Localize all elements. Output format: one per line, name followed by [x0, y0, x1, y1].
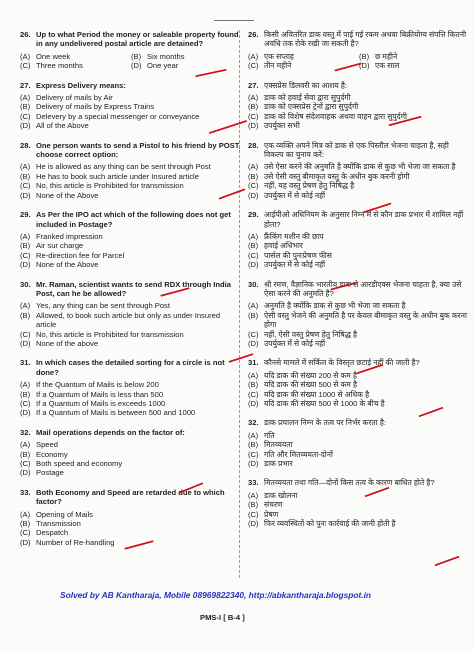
- solver-credit: Solved by AB Kantharaja, Mobile 08969822340, http://abkantharaja.blogspot.in: [60, 590, 372, 600]
- option-text: Air sur charge: [36, 241, 84, 251]
- answer-option: [20, 330, 242, 339]
- option-letter: (D): [248, 190, 259, 200]
- question-text: कौनसे मामले में सर्किल के विस्तृत छटाई नहीं की जाती है?: [264, 358, 420, 368]
- option-letter: (C): [248, 111, 259, 121]
- option-text: मितव्ययता: [264, 440, 293, 450]
- option-letter: (D): [20, 260, 31, 270]
- answer-option: [248, 519, 470, 528]
- answer-option: [20, 459, 242, 468]
- option-text: Delivery of mails by Air: [36, 93, 113, 103]
- answer-option: [20, 172, 242, 181]
- option-text: डाक प्रभार: [264, 459, 293, 469]
- option-text: गति: [264, 430, 275, 440]
- option-letter: (B): [20, 310, 31, 320]
- question-26: [20, 30, 242, 71]
- question-text: मितव्ययता तथा गति—दोनों किस तत्व के कारण बाधित होते है?: [264, 478, 435, 488]
- english-column: [20, 30, 242, 557]
- answer-option: [20, 528, 242, 537]
- option-letter: (D): [248, 459, 259, 469]
- question-number: 33.: [248, 478, 259, 488]
- option-text: Franked impression: [36, 231, 103, 241]
- option-letter: (A): [20, 162, 31, 172]
- option-text: डाक को एक्सप्रेस ट्रेनों द्वारा सुपुर्दगी: [264, 102, 359, 112]
- option-letter: (B): [248, 380, 259, 390]
- answer-option: [20, 181, 242, 190]
- answer-option: [248, 112, 470, 121]
- option-text: अनुमति है क्योंकि डाक से कुछ भी भेजा जा सकता है: [264, 301, 406, 311]
- option-text: All of the Above: [36, 121, 89, 131]
- option-letter: (C): [20, 61, 31, 71]
- answer-option: [20, 311, 242, 330]
- answer-option: [20, 61, 131, 70]
- option-text: डाक को हवाई सेवा द्वारा सुपुर्दगी: [264, 93, 351, 103]
- question-text: एक व्यक्ति अपने मित्र को डाक से एक पिस्तौल भेजना चाहता है, सही विकल्प का चुनाव करें:: [264, 140, 449, 160]
- option-text: एक सप्ताह: [264, 51, 294, 61]
- question-header: [248, 30, 470, 49]
- answer-option: [248, 181, 470, 190]
- answer-option: [248, 121, 470, 130]
- answer-option: [248, 431, 470, 440]
- option-letter: (D): [131, 61, 142, 71]
- option-text: Six months: [147, 51, 185, 61]
- option-text: Economy: [36, 449, 68, 459]
- answer-option: [20, 301, 242, 310]
- answer-option: [248, 241, 470, 250]
- option-text: फिर व्यवस्थितों को पुनः कार्रवाई की जानी होती है: [264, 519, 396, 529]
- option-letter: (B): [131, 51, 142, 61]
- option-letter: (D): [248, 338, 259, 348]
- option-letter: (B): [20, 449, 31, 459]
- option-text: प्रेषण: [264, 509, 279, 519]
- option-text: If a Quantum of Mails is less than 500: [36, 389, 164, 399]
- option-text: Number of Re-handling: [36, 537, 115, 547]
- answer-option: [248, 491, 470, 500]
- answer-option: [20, 93, 242, 102]
- option-letter: (C): [20, 329, 31, 339]
- options-list: [248, 52, 470, 71]
- answer-option: [248, 500, 470, 509]
- option-text: उपर्युक्त सभी: [264, 121, 300, 131]
- question-27: [248, 81, 470, 131]
- option-letter: (C): [20, 459, 31, 469]
- question-header: [248, 141, 470, 160]
- option-letter: (B): [20, 171, 31, 181]
- answer-option: [20, 112, 242, 121]
- option-letter: (D): [359, 61, 370, 71]
- option-letter: (C): [248, 329, 259, 339]
- question-header: [248, 81, 470, 90]
- answer-option: [248, 301, 470, 310]
- option-letter: (D): [20, 468, 31, 478]
- question-header: [248, 358, 470, 367]
- answer-option: [20, 251, 242, 260]
- option-letter: (B): [248, 171, 259, 181]
- option-text: उपर्युक्त में से कोई नहीं: [264, 190, 326, 200]
- answer-option: [248, 232, 470, 241]
- question-text: One person wants to send a Pistol to his friend by POST, choose correct option:: [36, 140, 241, 160]
- option-letter: (A): [20, 231, 31, 241]
- options-list: [20, 440, 242, 478]
- answer-option: [20, 390, 242, 399]
- option-text: उपर्युक्त में से कोई नहीं: [264, 338, 326, 348]
- question-number: 29.: [20, 210, 31, 220]
- option-text: यदि डाक की संख्या 500 से 1000 के बीच है: [264, 399, 385, 408]
- answer-option: [248, 459, 470, 468]
- answer-option: [248, 52, 359, 61]
- option-letter: (C): [248, 449, 259, 459]
- option-text: Postage: [36, 468, 64, 478]
- question-text: किसी अवितरित डाक वस्तु में पाई गई रकम अथवा बिक्रीयोग्य संपत्ति कितनी अवधि तक रोके रखी जा सकती है?: [264, 30, 467, 49]
- option-text: Three months: [36, 61, 83, 71]
- answer-option: [20, 102, 242, 111]
- question-number: 26.: [248, 30, 259, 39]
- option-letter: (B): [20, 102, 31, 112]
- question-number: 33.: [20, 487, 31, 497]
- question-text: श्री रमण, वैज्ञानिक भारतीय डाक से आरडीएक्स भेजना चाहता है, क्या उसे ऐसा करने की अनुमति है?: [264, 279, 462, 298]
- option-text: पार्सल की पुनःप्रेषण फीस: [264, 250, 332, 260]
- option-text: No, this article is Prohibited for transmission: [36, 329, 184, 339]
- option-text: None of the Above: [36, 260, 99, 270]
- question-32: [248, 418, 470, 468]
- option-text: One week: [36, 51, 71, 61]
- question-header: [20, 141, 242, 160]
- option-letter: (A): [248, 301, 259, 311]
- option-text: हवाई अधिभार: [264, 241, 303, 251]
- question-30: [20, 280, 242, 349]
- option-letter: (C): [20, 399, 31, 408]
- options-list: [20, 380, 242, 418]
- answer-option: [20, 450, 242, 459]
- question-text: As Per the IPO act which of the following does not get included in Postage?: [36, 210, 231, 229]
- option-text: None of the Above: [36, 190, 99, 200]
- option-letter: (A): [248, 162, 259, 172]
- answer-option: [20, 440, 242, 449]
- option-text: Speed: [36, 440, 58, 450]
- options-list: [20, 232, 242, 270]
- options-list: [20, 52, 242, 71]
- question-31: [20, 358, 242, 417]
- option-letter: (D): [248, 519, 259, 529]
- option-text: If a Quantum of Mails is between 500 and 1000: [36, 408, 196, 418]
- answer-option: [20, 121, 242, 130]
- question-text: एक्सप्रेस डिलवरी का आशय है:: [264, 80, 348, 90]
- option-text: छ महीने: [375, 51, 398, 61]
- question-text: Mr. Raman, scientist wants to send RDX through India Post, can he be allowed?: [36, 279, 231, 298]
- column-divider: [239, 30, 240, 578]
- answer-option: [248, 311, 470, 330]
- option-text: Both speed and economy: [36, 459, 123, 469]
- answer-option: [359, 61, 470, 70]
- option-letter: (A): [20, 301, 31, 311]
- question-text: आईपीओ अधिनियम के अनुसार निम्न में से कौन डाक प्रभार में शामिल नहीं होता?: [264, 210, 464, 229]
- option-letter: (A): [248, 93, 259, 103]
- option-text: यदि डाक की संख्या 200 से कम है: [264, 370, 357, 380]
- option-text: None of the above: [36, 338, 99, 348]
- answer-option: [20, 52, 131, 61]
- option-text: उसे ऐसी वस्तु बीमाकृत वस्तु के अधीन बुक करनी होगी: [264, 171, 410, 181]
- option-letter: (A): [248, 490, 259, 500]
- option-text: नहीं, ऐसी वस्तु प्रेषण हेतु निषिद्ध है: [264, 329, 357, 339]
- question-27: [20, 81, 242, 131]
- answer-option: [20, 380, 242, 389]
- options-list: [20, 162, 242, 200]
- option-letter: (A): [248, 370, 259, 380]
- options-list: [20, 301, 242, 348]
- option-text: यदि डाक की संख्या 500 से कम है: [264, 380, 357, 390]
- question-number: 27.: [20, 80, 31, 90]
- question-number: 26.: [20, 30, 31, 39]
- option-letter: (C): [20, 111, 31, 121]
- answer-option: [131, 52, 242, 61]
- option-letter: (B): [248, 102, 259, 112]
- question-header: [20, 210, 242, 229]
- options-list: [248, 301, 470, 348]
- option-letter: (C): [248, 389, 259, 399]
- option-letter: (B): [20, 519, 31, 529]
- answer-option: [20, 260, 242, 269]
- option-letter: (B): [20, 389, 31, 399]
- question-28: [248, 141, 470, 200]
- question-header: [20, 428, 242, 437]
- option-letter: (C): [248, 250, 259, 260]
- answer-option: [248, 510, 470, 519]
- page-code: PMS-I [ B-4 ]: [200, 613, 245, 622]
- answer-option: [248, 440, 470, 449]
- option-letter: (D): [20, 190, 31, 200]
- option-letter: (A): [20, 51, 31, 61]
- option-text: One year: [147, 61, 179, 71]
- question-33: [20, 488, 242, 547]
- option-letter: (D): [20, 121, 31, 131]
- option-letter: (A): [248, 430, 259, 440]
- option-text: Despatch: [36, 528, 69, 538]
- option-text: फ्रैंकिंग मशीन की छाप: [264, 231, 324, 241]
- option-letter: (D): [248, 260, 259, 270]
- options-list: [248, 491, 470, 529]
- answer-option: [20, 162, 242, 171]
- option-letter: (D): [20, 537, 31, 547]
- option-text: यदि डाक की संख्या 1000 से अधिक है: [264, 389, 370, 399]
- option-text: If the Quantum of Mails is below 200: [36, 380, 159, 390]
- answer-option: [248, 102, 470, 111]
- option-text: Re-direction fee for Parcel: [36, 250, 125, 260]
- answer-option: [248, 260, 470, 269]
- option-letter: (D): [248, 399, 259, 408]
- options-list: [248, 371, 470, 409]
- question-32: [20, 428, 242, 478]
- options-list: [20, 93, 242, 131]
- answer-option: [20, 468, 242, 477]
- question-29: [248, 210, 470, 269]
- page-top-mark: [214, 20, 254, 22]
- option-letter: (D): [20, 408, 31, 418]
- answer-option: [248, 399, 470, 408]
- question-text: डाक प्रचालन निम्न के तत्व पर निर्भर करता है:: [264, 418, 386, 428]
- question-31: [248, 358, 470, 408]
- option-text: He is allowed as any thing can be sent through Post: [36, 162, 211, 172]
- option-text: डाक को विशेष संदेशवाहक अथवा वाहन द्वारा सुपुर्दगी: [264, 111, 407, 121]
- options-list: [248, 93, 470, 131]
- question-number: 32.: [20, 427, 31, 437]
- option-text: ऐसी वस्तु भेजने की अनुमति है पर केवल बीमाकृत वस्तु के अधीन बुक करना होगा: [264, 310, 467, 330]
- question-number: 32.: [248, 418, 259, 428]
- question-text: Up to what Period the money or saleable property found in any undelivered postal article are detained?: [36, 30, 239, 49]
- option-letter: (D): [248, 121, 259, 131]
- answer-option: [20, 408, 242, 417]
- option-letter: (A): [20, 380, 31, 390]
- option-letter: (A): [20, 93, 31, 103]
- question-header: [20, 280, 242, 299]
- option-letter: (D): [20, 338, 31, 348]
- question-number: 30.: [20, 279, 31, 289]
- question-header: [20, 358, 242, 377]
- answer-option: [20, 232, 242, 241]
- option-text: He has to book such article under Insured article: [36, 171, 199, 181]
- option-text: गति और मितव्ययता-दोनों: [264, 449, 333, 459]
- option-text: If a Quantum of Mails is exceeds 1000: [36, 399, 166, 408]
- question-number: 31.: [248, 358, 259, 368]
- question-header: [248, 280, 470, 299]
- options-list: [20, 510, 242, 548]
- option-letter: (B): [248, 440, 259, 450]
- options-list: [248, 232, 470, 270]
- question-header: [248, 418, 470, 427]
- answer-option: [20, 399, 242, 408]
- option-text: उपर्युक्त में से कोई नहीं: [264, 260, 326, 270]
- option-text: तीन महीने: [264, 61, 292, 71]
- option-letter: (B): [248, 241, 259, 251]
- options-list: [248, 431, 470, 469]
- question-number: 29.: [248, 210, 259, 220]
- option-letter: (A): [248, 51, 259, 61]
- question-header: [20, 488, 242, 507]
- question-header: [248, 210, 470, 229]
- options-list: [248, 162, 470, 200]
- answer-option: [20, 241, 242, 250]
- answer-option: [20, 519, 242, 528]
- option-text: एक साल: [375, 61, 400, 71]
- option-letter: (C): [248, 509, 259, 519]
- answer-option: [248, 450, 470, 459]
- question-number: 30.: [248, 279, 259, 289]
- answer-option: [248, 191, 470, 200]
- question-header: [20, 81, 242, 90]
- question-28: [20, 141, 242, 200]
- option-text: Delevery by a special messenger or conveyance: [36, 111, 200, 121]
- question-33: [248, 478, 470, 528]
- option-text: Allowed, to book such article but only as under Insured article: [36, 310, 221, 330]
- option-letter: (C): [248, 181, 259, 191]
- option-letter: (B): [248, 500, 259, 510]
- answer-option: [20, 510, 242, 519]
- question-29: [20, 210, 242, 269]
- answer-mark: [434, 556, 459, 567]
- question-number: 27.: [248, 80, 259, 90]
- answer-option: [359, 52, 470, 61]
- question-30: [248, 280, 470, 349]
- answer-option: [20, 191, 242, 200]
- option-letter: (C): [20, 528, 31, 538]
- question-number: 28.: [248, 140, 259, 150]
- option-letter: (B): [248, 310, 259, 320]
- answer-option: [248, 172, 470, 181]
- answer-option: [248, 380, 470, 389]
- answer-option: [248, 251, 470, 260]
- option-letter: (C): [20, 181, 31, 191]
- option-letter: (A): [20, 509, 31, 519]
- option-letter: (A): [20, 440, 31, 450]
- answer-option: [248, 330, 470, 339]
- question-number: 31.: [20, 358, 31, 368]
- option-text: डाक खोलना: [264, 490, 298, 500]
- option-text: नहीं, यह वस्तु प्रेषण हेतु निषिद्ध है: [264, 181, 355, 191]
- option-letter: (C): [248, 61, 259, 71]
- question-text: Mail operations depends on the factor of:: [36, 427, 185, 437]
- hindi-column: [248, 30, 470, 538]
- answer-option: [248, 390, 470, 399]
- option-letter: (A): [248, 231, 259, 241]
- answer-option: [248, 339, 470, 348]
- question-number: 28.: [20, 140, 31, 150]
- answer-option: [20, 339, 242, 348]
- option-text: Opening of Mails: [36, 509, 93, 519]
- option-text: उसे ऐसा करने की अनुमति है क्योंकि डाक से कुछ भी भेजा जा सकता है: [264, 162, 456, 172]
- answer-option: [248, 93, 470, 102]
- option-text: Transmission: [36, 519, 81, 529]
- question-header: [248, 478, 470, 487]
- question-text: In which cases the detailed sorting for a circle is not done?: [36, 358, 225, 377]
- option-text: Yes, any thing can be sent through Post: [36, 301, 170, 311]
- option-letter: (B): [359, 51, 370, 61]
- answer-option: [248, 162, 470, 171]
- option-text: No, this article is Prohibited for transmission: [36, 181, 184, 191]
- option-letter: (B): [20, 241, 31, 251]
- option-letter: (C): [20, 250, 31, 260]
- option-text: संचरण: [264, 500, 283, 510]
- question-text: Both Economy and Speed are retarded due to which factor?: [36, 487, 225, 507]
- question-header: [20, 30, 242, 49]
- question-text: Express Delivery means:: [36, 80, 126, 90]
- option-text: Delivery of mails by Express Trains: [36, 102, 155, 112]
